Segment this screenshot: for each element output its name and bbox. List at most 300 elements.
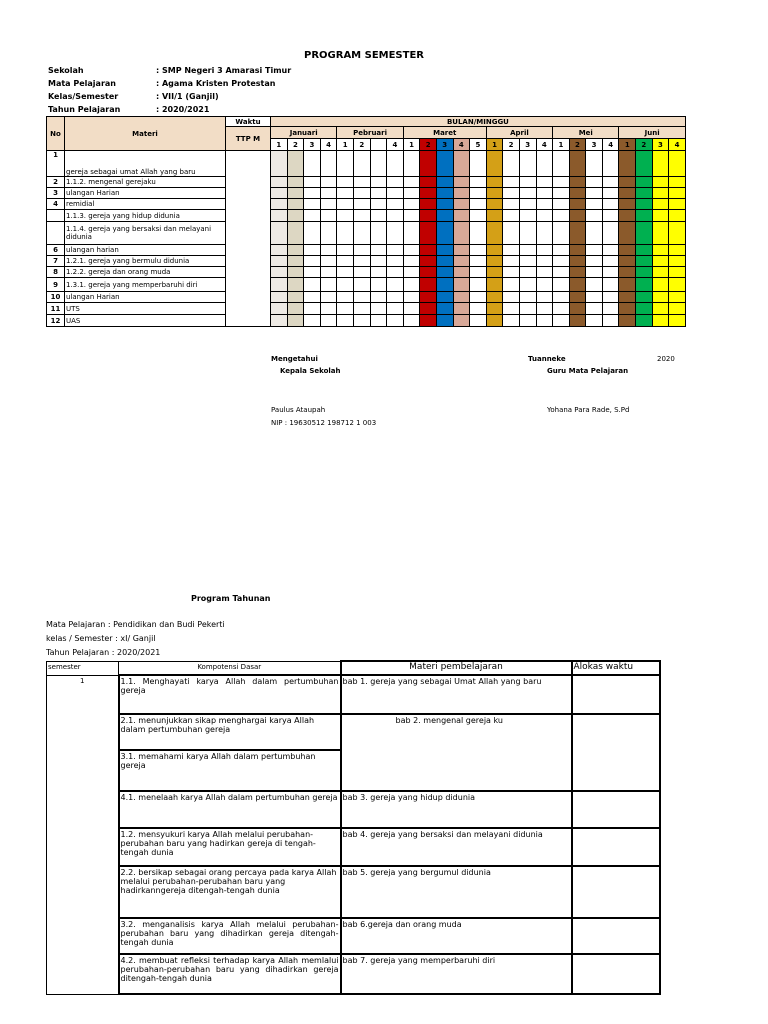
week-cell [287,292,304,303]
table-row [47,245,686,256]
week-number: 3 [436,139,453,151]
week-cell [337,177,354,188]
week-cell [304,256,321,267]
kd-cell: 2.1. menunjukkan sikap menghargai karya Allah dalam pertumbuhan gereja [119,714,341,750]
week-cell [337,199,354,210]
week-cell [569,222,586,245]
semester-grid [46,116,686,327]
week-cell [320,315,337,327]
table-row [47,222,686,245]
week-cell [503,222,520,245]
week-cell [503,151,520,177]
week-cell [636,177,653,188]
week-cell [619,256,636,267]
week-cell [370,315,387,327]
week-cell [519,256,536,267]
week-cell [669,315,686,327]
week-cell [370,245,387,256]
week-cell [569,315,586,327]
week-cell [387,177,404,188]
week-cell [337,222,354,245]
week-cell [536,256,553,267]
week-cell [353,151,370,177]
week-cell [287,210,304,222]
week-cell [619,278,636,292]
week-cell [636,188,653,199]
alokasi-cell [572,675,660,714]
kd-cell: 3.1. memahami karya Allah dalam pertumbuhan gereja [119,750,341,791]
week-cell [553,222,570,245]
week-cell [271,188,288,199]
kepala-name: Paulus Ataupah [271,406,326,414]
week-cell [320,151,337,177]
week-cell [586,245,603,256]
row-number: 7 [47,256,65,267]
week-cell [436,210,453,222]
week-cell [320,278,337,292]
week-cell [519,210,536,222]
row-number: 8 [47,267,65,278]
week-cell [486,177,503,188]
row-materi: 1.1.3. gereja yang hidup didunia [65,210,226,222]
week-cell [287,303,304,315]
week-cell [403,267,420,278]
week-cell [287,267,304,278]
week-cell [387,278,404,292]
week-cell [470,177,487,188]
week-cell [420,267,437,278]
week-cell [470,210,487,222]
week-cell [353,303,370,315]
kepala-sekolah-label: Kepala Sekolah [280,367,341,375]
week-cell [320,199,337,210]
table-row [47,278,686,292]
week-cell [586,267,603,278]
week-number: 1 [271,139,288,151]
week-cell [420,222,437,245]
week-cell [602,256,619,267]
annual-table [46,660,661,995]
week-cell [320,222,337,245]
week-cell [320,292,337,303]
week-cell [304,199,321,210]
week-cell [370,278,387,292]
week-cell [420,210,437,222]
info-value-sekolah: : SMP Negeri 3 Amarasi Timur [156,66,292,75]
week-cell [619,188,636,199]
week-cell [337,151,354,177]
week-cell [387,303,404,315]
week-cell [304,151,321,177]
week-cell [503,303,520,315]
week-cell [569,278,586,292]
week-number: 3 [652,139,669,151]
week-cell [387,292,404,303]
week-cell [271,267,288,278]
week-cell [370,222,387,245]
week-cell [403,292,420,303]
week-cell [652,222,669,245]
week-cell [586,292,603,303]
week-cell [602,267,619,278]
week-cell [436,222,453,245]
week-cell [470,303,487,315]
week-cell [337,315,354,327]
week-cell [337,188,354,199]
week-cell [553,315,570,327]
table-row [47,303,686,315]
week-number: 2 [503,139,520,151]
week-cell [536,222,553,245]
week-cell [503,245,520,256]
week-cell [304,210,321,222]
week-cell [669,177,686,188]
annual-info-mapel: Mata Pelajaran : Pendidikan dan Budi Pekerti [46,620,225,629]
week-cell [652,315,669,327]
week-cell [553,151,570,177]
week-cell [586,188,603,199]
week-cell [370,267,387,278]
row-materi: ulangan Harian [65,292,226,303]
table-row [47,188,686,199]
week-number: 4 [536,139,553,151]
week-cell [436,315,453,327]
week-cell [486,245,503,256]
week-cell [669,151,686,177]
week-cell [353,278,370,292]
week-cell [602,210,619,222]
materi-cell: bab 4. gereja yang bersaksi dan melayani didunia [341,828,572,866]
week-cell [403,278,420,292]
week-cell [486,303,503,315]
week-cell [519,188,536,199]
week-cell [553,245,570,256]
week-cell [470,199,487,210]
alokasi-cell [572,791,660,828]
week-cell [669,210,686,222]
week-cell [470,151,487,177]
week-cell [287,177,304,188]
week-cell [304,222,321,245]
week-cell [387,245,404,256]
table-row [47,315,686,327]
week-cell [669,199,686,210]
materi-cell: bab 5. gereja yang bergumul didunia [341,866,572,918]
week-number: 1 [486,139,503,151]
row-materi: 1.2.1. gereja yang bermulu didunia [65,256,226,267]
week-cell [553,267,570,278]
week-cell [287,151,304,177]
week-cell [271,245,288,256]
week-cell [304,177,321,188]
week-cell [420,188,437,199]
week-cell [320,188,337,199]
week-cell [304,292,321,303]
week-number: 4 [602,139,619,151]
week-cell [337,245,354,256]
week-cell [403,303,420,315]
week-cell [569,245,586,256]
month-header: Juni [619,127,685,139]
week-cell [636,222,653,245]
week-cell [470,222,487,245]
week-cell [353,267,370,278]
week-cell [387,210,404,222]
row-number: 12 [47,315,65,327]
week-cell [669,245,686,256]
week-cell [320,177,337,188]
week-cell [536,210,553,222]
week-cell [453,267,470,278]
week-cell [536,177,553,188]
week-cell [453,199,470,210]
week-cell [387,256,404,267]
week-cell [503,315,520,327]
week-cell [470,245,487,256]
week-cell [619,151,636,177]
week-cell [436,199,453,210]
week-cell [337,256,354,267]
week-cell [669,292,686,303]
week-cell [636,278,653,292]
week-cell [503,210,520,222]
week-cell [619,245,636,256]
row-number [47,222,65,245]
info-value-tahun: : 2020/2021 [156,105,210,114]
alokasi-cell [572,714,660,791]
materi-cell: bab 2. mengenal gereja ku [341,714,572,791]
week-cell [536,278,553,292]
row-number: 11 [47,303,65,315]
week-cell [403,151,420,177]
month-header: Mei [553,127,619,139]
row-number: 1 [47,151,65,177]
week-cell [370,199,387,210]
week-number: 1 [619,139,636,151]
week-cell [586,151,603,177]
week-cell [337,267,354,278]
week-cell [602,199,619,210]
week-cell [519,199,536,210]
week-cell [553,292,570,303]
week-cell [271,256,288,267]
week-cell [486,278,503,292]
week-cell [536,315,553,327]
week-cell [569,292,586,303]
week-cell [636,245,653,256]
week-cell [553,177,570,188]
month-header: April [486,127,552,139]
week-cell [470,188,487,199]
week-cell [304,303,321,315]
materi-cell: bab 7. gereja yang memperbaruhi diri [341,954,572,994]
week-cell [420,151,437,177]
week-cell [287,245,304,256]
week-cell [370,151,387,177]
table-row [47,210,686,222]
week-cell [602,292,619,303]
week-cell [619,303,636,315]
kd-cell: 4.2. membuat refleksi terhadap karya Allah memlalui perubahan-perubahan baru yang dihadirkan gereja ditengah-tengah dunia [119,954,341,994]
header-bulan: BULAN/MINGGU [271,117,686,127]
week-cell [403,210,420,222]
week-cell [586,199,603,210]
week-cell [337,210,354,222]
week-cell [636,292,653,303]
week-cell [586,278,603,292]
week-cell [453,303,470,315]
week-cell [652,267,669,278]
row-materi: 1.1.2. mengenal gerejaku [65,177,226,188]
week-cell [403,256,420,267]
week-cell [569,177,586,188]
materi-cell: bab 6.gereja dan orang muda [341,918,572,954]
annual-header-materi: Materi pembelajaran [341,661,572,675]
week-cell [586,222,603,245]
week-cell [602,303,619,315]
week-cell [470,315,487,327]
week-cell [652,177,669,188]
week-cell [569,210,586,222]
table-row [47,199,686,210]
week-cell [652,256,669,267]
week-cell [486,151,503,177]
row-number: 2 [47,177,65,188]
week-cell [652,199,669,210]
week-cell [486,199,503,210]
info-label-kelas: Kelas/Semester [48,92,119,101]
week-number: 4 [669,139,686,151]
week-cell [353,315,370,327]
week-cell [453,177,470,188]
week-cell [486,315,503,327]
week-cell [619,315,636,327]
week-cell [669,222,686,245]
week-number: 2 [287,139,304,151]
table-row [47,267,686,278]
week-number: 2 [353,139,370,151]
week-cell [602,188,619,199]
week-cell [271,292,288,303]
week-cell [486,222,503,245]
week-cell [503,292,520,303]
week-cell [519,278,536,292]
alokasi-cell [572,954,660,994]
week-cell [619,177,636,188]
annual-info-tahun: Tahun Pelajaran : 2020/2021 [46,648,161,657]
week-cell [287,222,304,245]
week-cell [403,315,420,327]
week-cell [553,199,570,210]
kd-cell: 2.2. bersikap sebagai orang percaya pada karya Allah melalui perubahan-perubahan baru yang hadirkanngereja ditengah-tengah dunia [119,866,341,918]
week-number: 3 [519,139,536,151]
week-cell [569,199,586,210]
week-cell [536,267,553,278]
week-cell [370,256,387,267]
week-cell [420,303,437,315]
week-cell [569,303,586,315]
week-cell [320,210,337,222]
week-cell [304,267,321,278]
week-cell [602,278,619,292]
week-cell [553,210,570,222]
week-cell [436,256,453,267]
week-cell [370,177,387,188]
week-number: 2 [569,139,586,151]
week-cell [602,177,619,188]
week-number: 4 [453,139,470,151]
guru-name: Yohana Para Rade, S.Pd [547,406,630,414]
week-cell [619,199,636,210]
week-cell [652,292,669,303]
week-cell [669,303,686,315]
month-header: Maret [403,127,486,139]
week-cell [353,177,370,188]
week-number: 1 [403,139,420,151]
week-cell [403,222,420,245]
week-cell [320,256,337,267]
annual-info-kelas: kelas / Semester : xI/ Ganjil [46,634,156,643]
week-cell [387,199,404,210]
week-cell [586,210,603,222]
week-cell [470,267,487,278]
place-label: Tuanneke [528,355,566,363]
week-cell [619,267,636,278]
week-cell [304,188,321,199]
week-cell [287,256,304,267]
guru-label: Guru Mata Pelajaran [547,367,629,375]
materi-cell: bab 1. gereja yang sebagai Umat Allah yang baru [341,675,572,714]
table-row [47,256,686,267]
header-ttpm: TTP M [226,127,271,151]
week-cell [320,267,337,278]
week-cell [536,245,553,256]
row-materi: gereja sebagai umat Allah yang baru [65,151,226,177]
week-cell [669,188,686,199]
week-cell [470,256,487,267]
row-number: 3 [47,188,65,199]
info-value-mapel: : Agama Kristen Protestan [156,79,276,88]
week-cell [486,267,503,278]
week-cell [420,177,437,188]
table-row [47,177,686,188]
week-cell [287,315,304,327]
row-materi: UTS [65,303,226,315]
week-cell [436,188,453,199]
week-cell [436,177,453,188]
week-cell [636,256,653,267]
week-cell [602,315,619,327]
week-cell [486,210,503,222]
row-materi: 1.1.4. gereja yang bersaksi dan melayani didunia [65,222,226,245]
week-cell [436,278,453,292]
row-materi: 1.2.2. gereja dan orang muda [65,267,226,278]
week-cell [586,315,603,327]
week-cell [536,292,553,303]
week-cell [669,267,686,278]
kd-cell: 3.2. menganalisis karya Allah melalui perubahan-perubahan baru yang dihadirkan gereja ditengah-tengah dunia [119,918,341,954]
annual-semester-no: 1 [47,675,119,994]
week-cell [569,256,586,267]
week-cell [320,245,337,256]
week-cell [453,210,470,222]
semester-title: PROGRAM SEMESTER [304,50,424,61]
week-cell [403,177,420,188]
week-cell [652,278,669,292]
week-cell [271,177,288,188]
week-number: 3 [586,139,603,151]
week-cell [586,303,603,315]
